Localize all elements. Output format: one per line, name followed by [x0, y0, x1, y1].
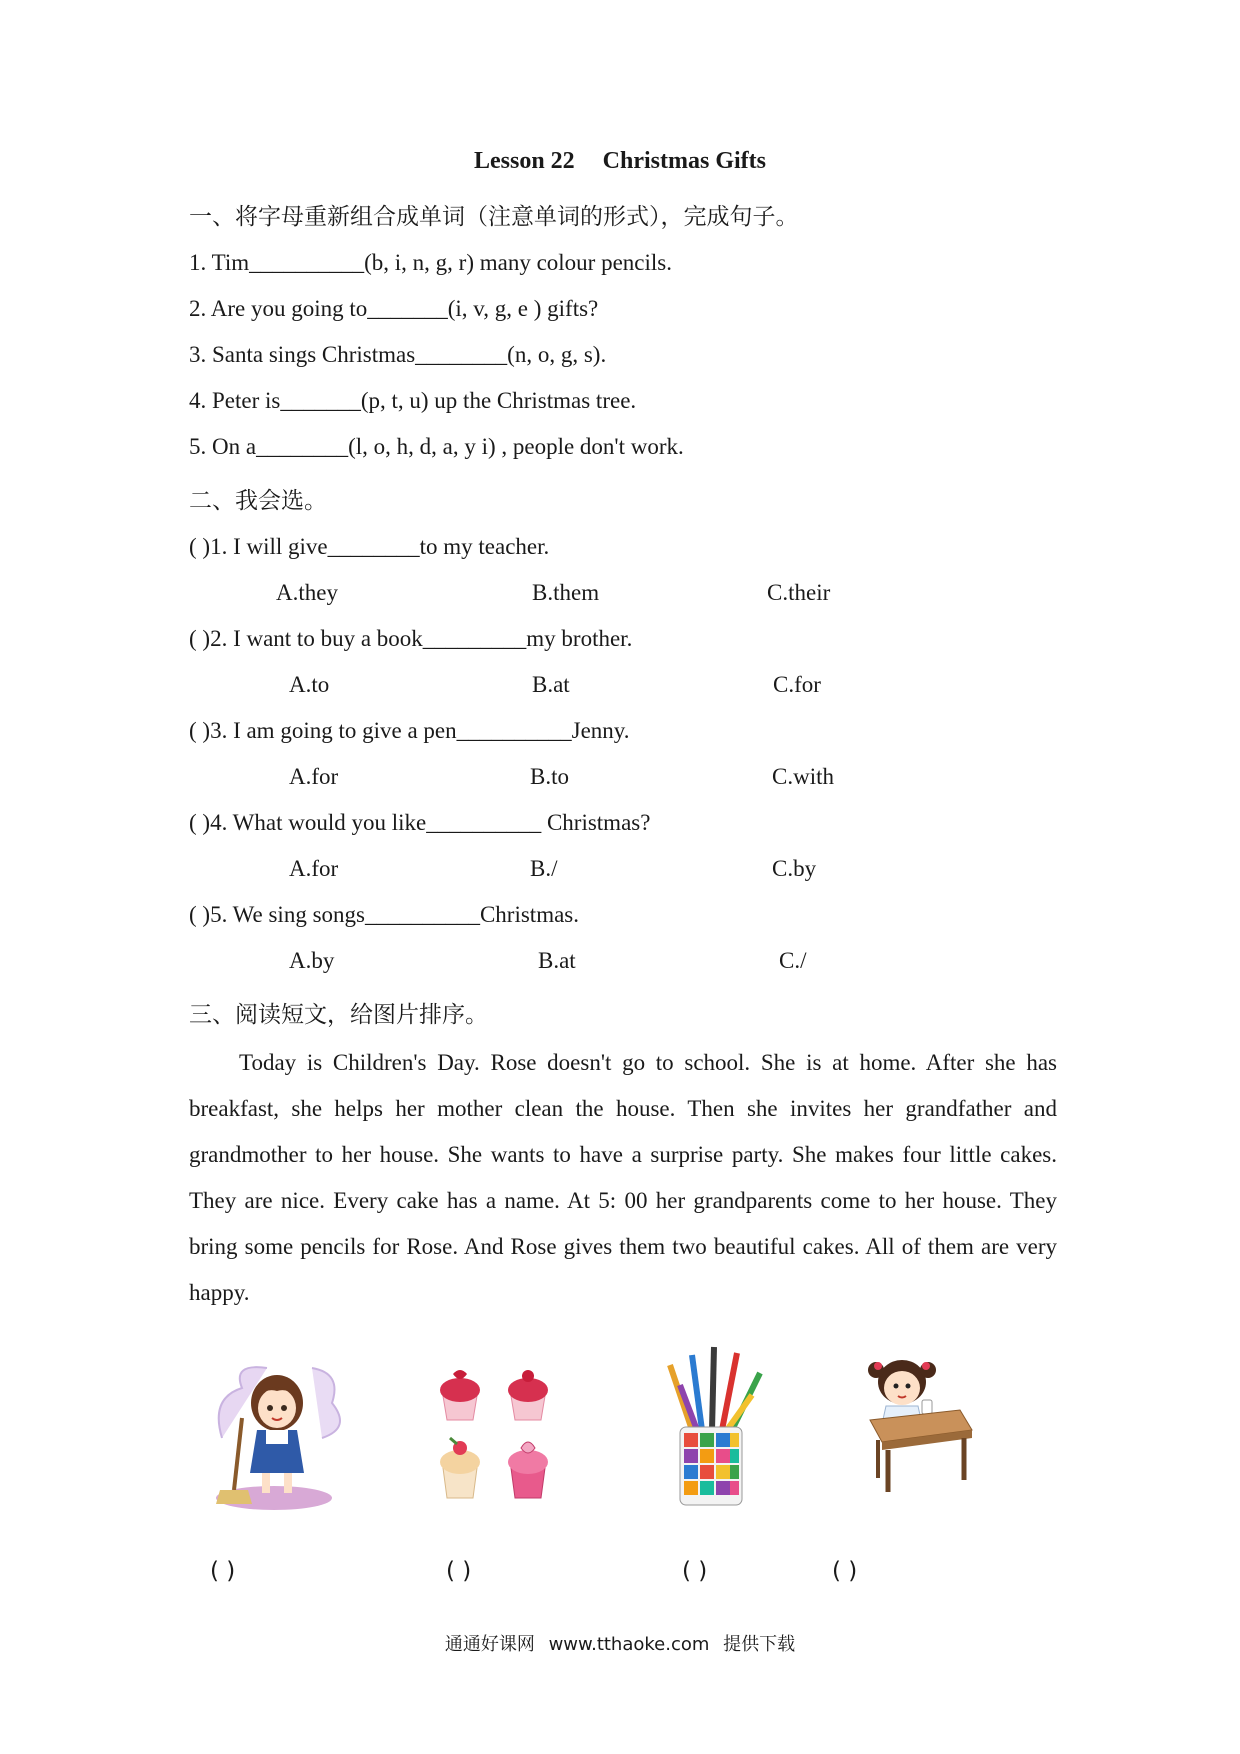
pencil-cup-picture: [652, 1345, 777, 1510]
question-4-option-b: B./: [530, 856, 558, 881]
question-3-option-c: C.with: [772, 764, 834, 789]
section1-item-4: 4. Peter is_______(p, t, u) up the Christmas tree.: [189, 388, 637, 413]
question-3-option-a: A.for: [289, 764, 339, 789]
question-1-option-c: C.their: [767, 580, 831, 605]
question-5-option-a: A.by: [289, 948, 335, 973]
section1-item-2: 2. Are you going to_______(i, v, g, e ) gifts?: [189, 296, 599, 321]
answer-blank-4[interactable]: ( ): [832, 1558, 858, 1584]
question-4-stem: ( )4. What would you like__________ Christmas?: [189, 810, 651, 835]
section2-heading: 二、我会选。: [189, 488, 327, 514]
question-1-option-b: B.them: [532, 580, 600, 605]
page-title: [0, 148, 1240, 175]
question-3-option-b: B.to: [530, 764, 569, 789]
question-5-stem: ( )5. We sing songs__________Christmas.: [189, 902, 580, 927]
answer-blank-1[interactable]: ( ): [210, 1558, 236, 1584]
question-4-option-c: C.by: [772, 856, 817, 881]
question-1-option-a: A.they: [276, 580, 338, 605]
question-2-stem: ( )2. I want to buy a book_________my brother.: [189, 626, 633, 651]
question-1-stem: ( )1. I will give________to my teacher.: [189, 534, 550, 559]
lesson-name: Christmas Gifts: [602, 148, 766, 174]
question-2-option-c: C.for: [773, 672, 821, 697]
reading-passage: [189, 1040, 1057, 1316]
question-5-option-b: B.at: [538, 948, 576, 973]
question-2-option-b: B.at: [532, 672, 570, 697]
section1-item-1: 1. Tim__________(b, i, n, g, r) many colour pencils.: [189, 250, 672, 275]
section1-item-5: 5. On a________(l, o, h, d, a, y i) , people don't work.: [189, 434, 684, 459]
section1-heading: 一、将字母重新组合成单词（注意单词的形式），完成句子。: [189, 204, 799, 230]
answer-blank-2[interactable]: ( ): [446, 1558, 472, 1584]
footer-note: 提供下载: [723, 1634, 796, 1655]
girl-sweeping-picture: [212, 1358, 352, 1513]
question-5-option-c: C./: [779, 948, 807, 973]
footer: [0, 1630, 1240, 1656]
question-2-option-a: A.to: [289, 672, 330, 697]
section3-heading: 三、阅读短文，给图片排序。: [189, 1002, 488, 1028]
question-4-option-a: A.for: [289, 856, 339, 881]
question-3-stem: ( )3. I am going to give a pen__________Jenny.: [189, 718, 630, 743]
passage-text: Today is Children's Day. Rose doesn't go to school. She is at home. After she has breakfast, she helps her mother clean the house. Then she invites her grandfather and grandmother to her house. She wants to have a surprise party. She makes four little cakes. They are nice. Every cake has a name. At 5: 00 her grandparents come to her house. They bring some pencils for Rose. And Rose gives them two beautiful cakes. All of them are very happy.: [189, 1050, 1057, 1305]
footer-site-name: 通通好课网: [444, 1634, 535, 1655]
girl-at-desk-picture: [860, 1352, 985, 1497]
section1-item-3: 3. Santa sings Christmas________(n, o, g, s).: [189, 342, 607, 367]
cupcakes-picture: [435, 1358, 560, 1508]
answer-blank-3[interactable]: ( ): [682, 1558, 708, 1584]
lesson-number: Lesson 22: [473, 148, 575, 174]
footer-url[interactable]: www.tthaoke.com: [548, 1634, 710, 1655]
